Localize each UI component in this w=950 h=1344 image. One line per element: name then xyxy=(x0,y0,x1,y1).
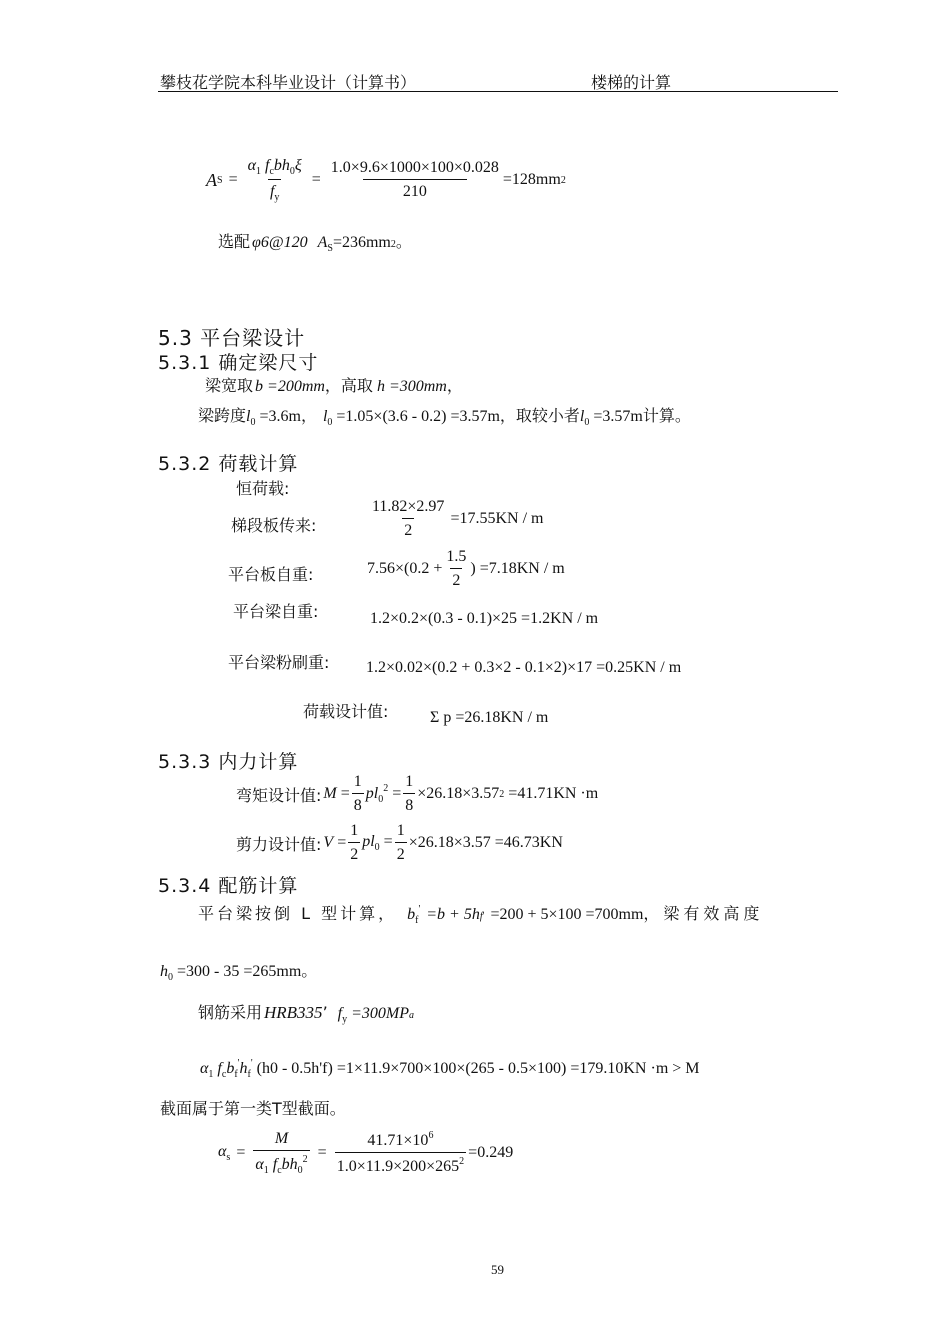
para1-line: 平台梁按倒 L 型计算， $b_f'$ =b + 5h f ' =200 + 5×100 =700mm ，梁有效高度 xyxy=(198,901,838,926)
page-number: 59 xyxy=(491,1262,504,1277)
check-expr: (h0 - 0.5h'f) =1×11.9×700×100×(265 - 0.5×100) =179.10KN ·m > M xyxy=(256,1060,700,1077)
steel-label: 钢筋采用 xyxy=(198,1003,263,1022)
load2-label: 平台板自重: xyxy=(228,565,314,584)
height-label: ，高取 xyxy=(324,376,373,395)
load4-label: 平台梁粉刷重: xyxy=(228,653,330,672)
load1-num: 11.82×2.97 xyxy=(372,498,445,515)
section-5-3-title: 5.3 平台梁设计 xyxy=(158,326,306,350)
h0-end: 。 xyxy=(301,961,318,980)
as-denominator: 210 xyxy=(363,179,467,201)
load2-result: ) =7.18KN / m xyxy=(470,560,565,577)
load3-label: 平台梁自重: xyxy=(233,602,319,621)
as-numerator: 1.0×9.6×1000×100×0.028 xyxy=(330,159,499,176)
section-5-3-2-title: 5.3.2 荷载计算 xyxy=(158,453,299,475)
load1-expr xyxy=(368,498,543,540)
select-line: 选配 φ6@120 $A_S$ =236mm 2 。 xyxy=(218,229,412,254)
alpha-num: 41.71×10 xyxy=(367,1132,429,1149)
span-l0: =3.6m xyxy=(259,408,301,425)
header-rule xyxy=(158,91,838,92)
header-left: 攀枝花学院本科毕业设计（计算书） xyxy=(160,73,417,92)
load1-label: 梯段板传来: xyxy=(231,516,317,535)
header-right: 楼梯的计算 xyxy=(591,73,672,92)
beam-size-line xyxy=(205,373,463,396)
load2-den: 2 xyxy=(450,568,462,590)
load1-den: 2 xyxy=(402,518,414,540)
select-area: =236mm xyxy=(332,234,391,251)
load1-result: =17.55KN / m xyxy=(450,510,544,527)
height-value: h =300mm xyxy=(376,378,447,395)
load3-expr: 1.2×0.2×(0.3 - 0.1)×25 =1.2KN / m xyxy=(370,610,599,627)
width-label: 梁宽取 xyxy=(205,376,254,395)
span-line: 梁跨度 $l_0$ =3.6m ， $l_0$ =1.05×(3.6 - 0.2) =3.57m ，取较小者 $l_0$ =3.57m 计算。 xyxy=(198,403,691,428)
moment-line: 弯矩设计值: M = $\frac{1}{8}$ $pl_0^2$ = $\frac{1}{8}$ ×26.18×3.57 2 =41.71KN ·m xyxy=(236,773,599,814)
para1-end: ，梁有效高度 xyxy=(643,904,764,923)
check-line: $\alpha_1$ $f_cb_f'h_f'$ (h0 - 0.5h'f) =1×11.9×700×100×(265 - 0.5×100) =179.10KN ·m > M xyxy=(200,1058,700,1080)
h0-expr: =300 - 35 =265mm xyxy=(177,963,302,980)
select-end: 。 xyxy=(395,232,412,251)
dead-load-label: 恒荷载: xyxy=(236,479,290,498)
load2-expr xyxy=(367,548,565,590)
para1-text: 平台梁按倒 L 型计算， xyxy=(198,904,398,923)
section-5-3-1-title: 5.3.1 确定梁尺寸 xyxy=(158,352,319,374)
alpha-result: =0.249 xyxy=(468,1144,514,1161)
steel-line: 钢筋采用 HRB335 ’ $f_y$ =300MP a xyxy=(198,1000,414,1025)
moment-end: =41.71KN ·m xyxy=(508,785,599,802)
moment-result: ×26.18×3.57 xyxy=(417,785,500,802)
para1-expr: =b + 5h xyxy=(426,906,480,923)
span-end: 计算。 xyxy=(642,406,691,425)
steel-fy: =300MP xyxy=(351,1005,410,1022)
section-5-3-3-title: 5.3.3 内力计算 xyxy=(158,751,299,773)
shear-line: 剪力设计值: V = $\frac{1}{2}$ $pl_0$ = $\frac{1}{2}$ ×26.18×3.57 =46.73KN xyxy=(236,822,563,863)
t-section-text: 截面属于第一类T型截面。 xyxy=(160,1099,346,1118)
select-value: φ6@120 xyxy=(252,234,308,251)
span-label: 梁跨度 xyxy=(198,406,247,425)
load2-pre: 7.56×(0.2 + xyxy=(367,560,443,577)
span-take: ，取较小者 xyxy=(499,406,580,425)
moment-label: 弯矩设计值: xyxy=(236,785,322,805)
span-final: =3.57m xyxy=(593,408,643,425)
design-load-expr: Σ p =26.18KN / m xyxy=(430,709,549,726)
load4-expr: 1.2×0.02×(0.2 + 0.3×2 - 0.1×2)×17 =0.25KN / m xyxy=(366,659,682,676)
steel-grade: HRB335 xyxy=(264,1003,323,1022)
para1-expr2: =200 + 5×100 =700mm xyxy=(490,906,644,923)
alpha-formula: $\alpha_s$ = $\frac{M}{\alpha_1 f_cbh_0^2}$ = $\frac{41.71\times 10^6}{1.0\times 11.9\times 200\times 265^2}$ =0.249 xyxy=(218,1130,514,1176)
alpha-den: 1.0×11.9×200×265 xyxy=(336,1158,460,1175)
span-mid: =1.05×(3.6 - 0.2) =3.57m xyxy=(336,408,500,425)
load2-num: 1.5 xyxy=(446,548,467,565)
as-formula: A S = $\frac{\alpha_1 f_cbh_0\xi}{f_y}$ = $\frac{1.0\times 9.6\times 1000\times 100\times 0.028}{210}$ =128mm 2 xyxy=(206,157,566,203)
section-5-3-4-title: 5.3.4 配筋计算 xyxy=(158,875,299,897)
select-label: 选配 xyxy=(218,232,251,251)
as-result: =128mm xyxy=(502,171,561,188)
height-end: ， xyxy=(446,376,463,395)
design-load-label: 荷载设计值: xyxy=(303,702,389,721)
shear-result: ×26.18×3.57 =46.73KN xyxy=(408,834,563,851)
shear-label: 剪力设计值: xyxy=(236,834,322,854)
h0-line: $h_0$ =300 - 35 =265mm 。 xyxy=(160,958,317,983)
width-value: b =200mm xyxy=(255,378,325,395)
